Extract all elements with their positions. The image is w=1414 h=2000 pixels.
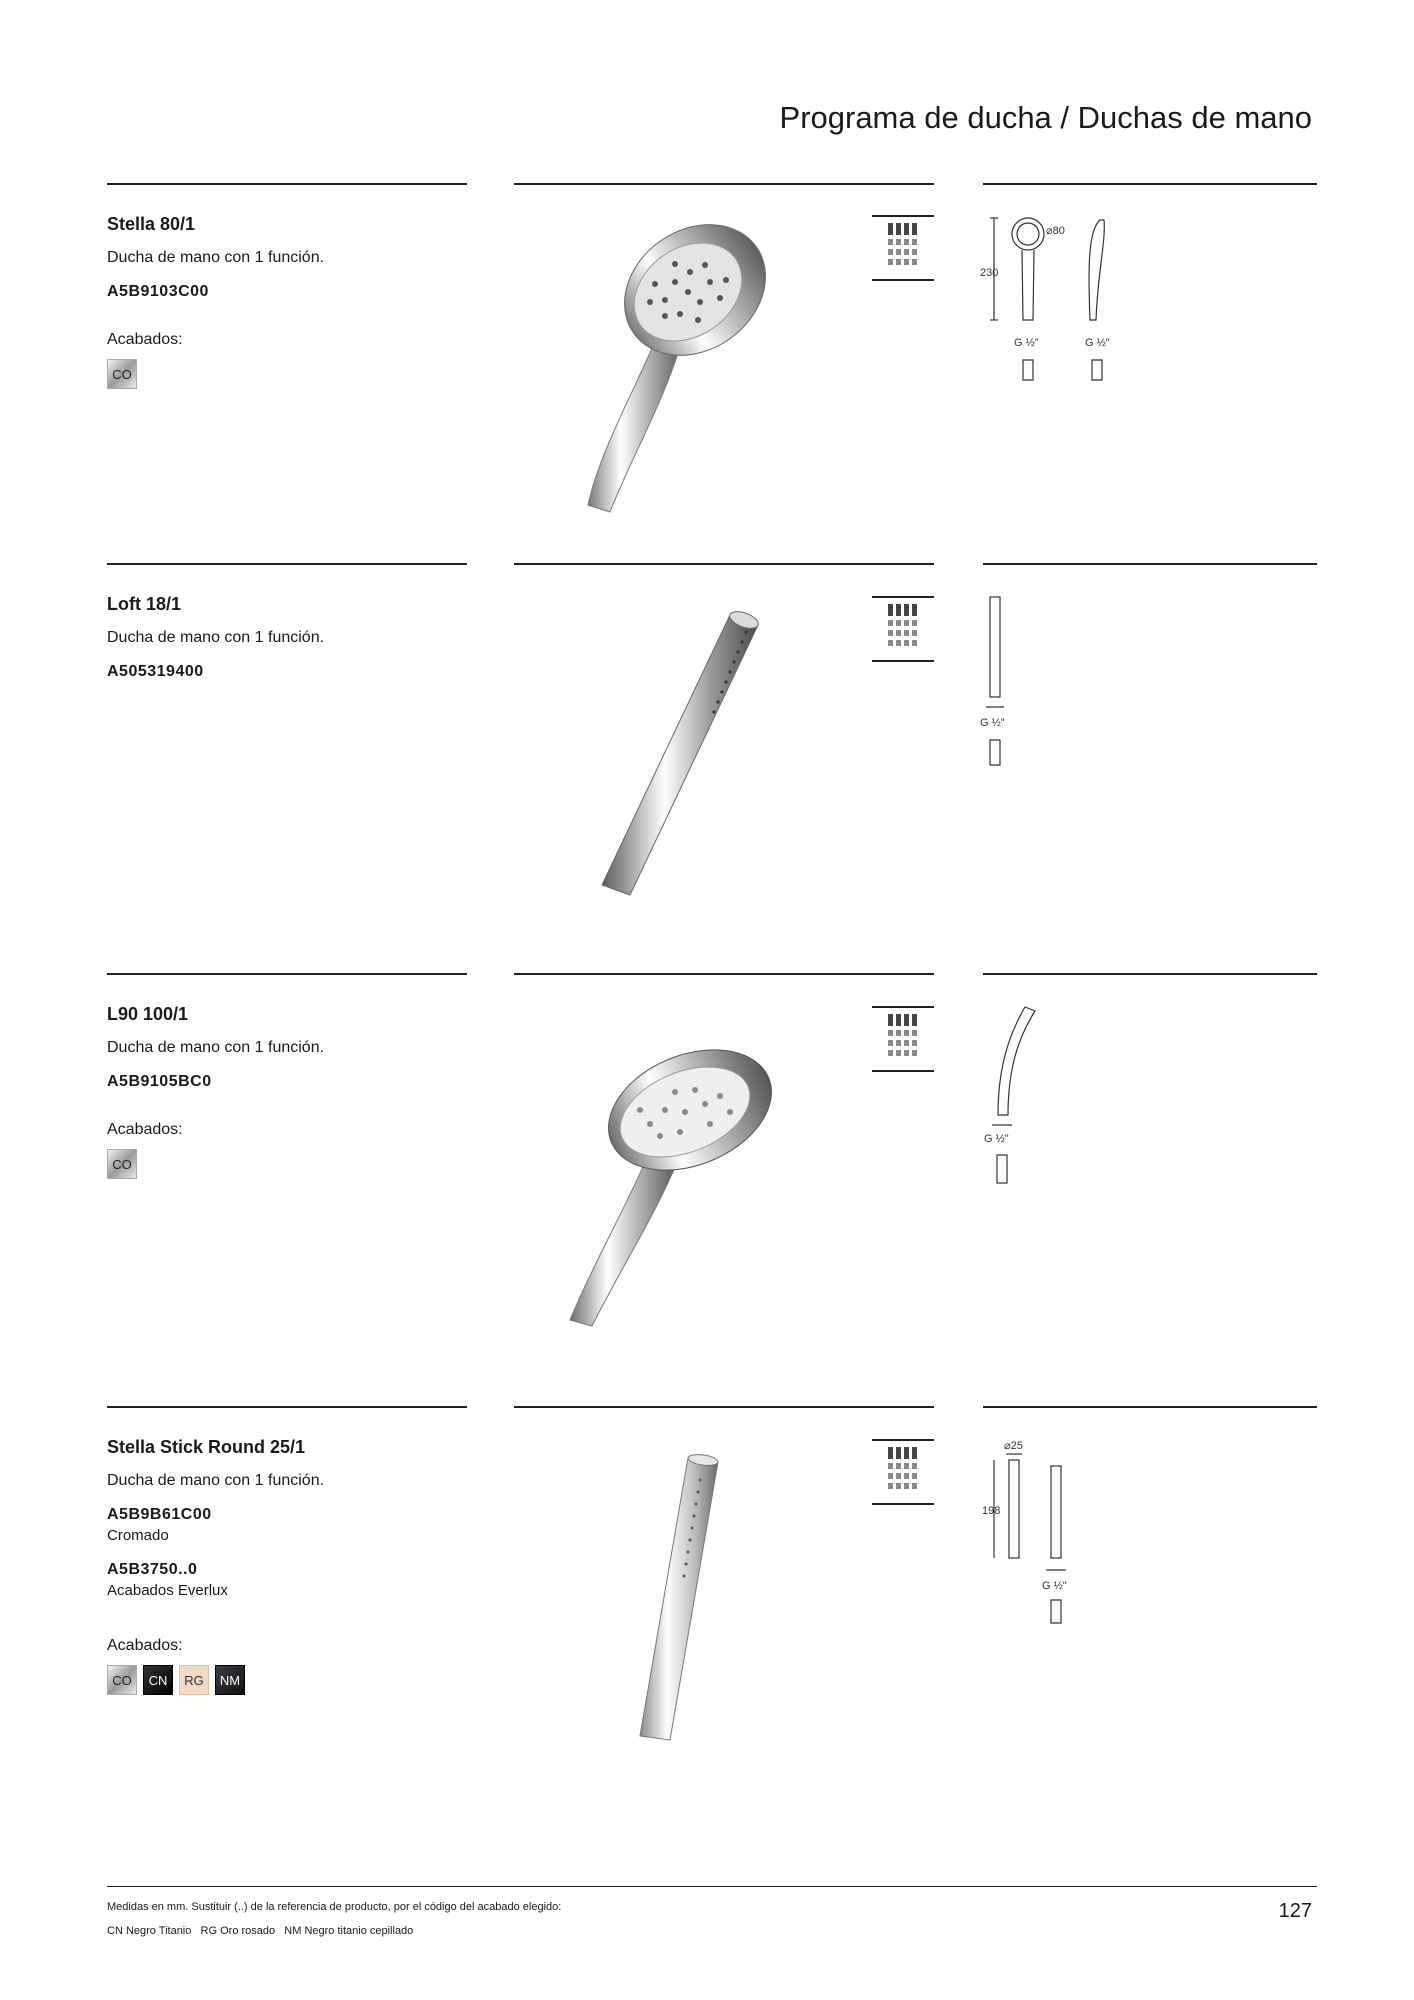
diameter-label: ⌀25	[1004, 1440, 1023, 1452]
product-name: Loft 18/1	[107, 594, 182, 614]
finish-swatches	[107, 1149, 137, 1179]
rule	[983, 973, 1317, 975]
product-code: A505319400	[107, 663, 204, 680]
finish-swatch-co: CO	[107, 359, 137, 389]
finishes-label: Acabados:	[107, 1637, 183, 1654]
footer-rule	[107, 1886, 1317, 1887]
footer-note: Medidas en mm. Sustituir (..) de la referencia de producto, por el código del acabado elegido:	[107, 1901, 562, 1913]
finish-legend: CN Negro Titanio RG Oro rosado NM Negro titanio cepillado	[107, 1925, 414, 1937]
thread-label: G ½"	[1042, 1580, 1067, 1592]
finish-swatch-nm: NM	[215, 1665, 245, 1695]
height-label: 230	[980, 267, 999, 279]
rule	[107, 563, 467, 565]
spray-function-icon	[872, 215, 934, 281]
technical-drawing-stella	[980, 210, 1140, 400]
technical-drawing-stella-stick	[980, 1438, 1080, 1628]
product-description: Ducha de mano con 1 función.	[107, 629, 325, 646]
rule	[514, 183, 934, 185]
thread-label: G ½"	[1014, 337, 1039, 349]
product-code-note: Acabados Everlux	[107, 1582, 228, 1599]
product-code: A5B3750..0	[107, 1561, 198, 1578]
thread-label: G ½"	[1085, 337, 1110, 349]
diameter-label: ⌀80	[1046, 225, 1065, 237]
finish-swatch-co: CO	[107, 1665, 137, 1695]
product-code: A5B9B61C00	[107, 1506, 212, 1523]
rule	[983, 1406, 1317, 1408]
rule	[514, 973, 934, 975]
product-code: A5B9103C00	[107, 283, 209, 300]
rule	[514, 563, 934, 565]
finish-swatch-co: CO	[107, 1149, 137, 1179]
page-title: Programa de ducha / Duchas de mano	[779, 100, 1312, 135]
finishes-label: Acabados:	[107, 331, 183, 348]
height-label: 198	[982, 1505, 1001, 1517]
technical-drawing-l90	[980, 1005, 1050, 1190]
spray-function-icon	[872, 1439, 934, 1505]
product-description: Ducha de mano con 1 función.	[107, 249, 325, 266]
rule	[107, 973, 467, 975]
rule	[107, 1406, 467, 1408]
technical-drawing-loft	[980, 595, 1040, 770]
product-code-note: Cromado	[107, 1527, 169, 1544]
product-photo-l90	[540, 1040, 800, 1330]
thread-label: G ½"	[980, 717, 1005, 729]
product-description: Ducha de mano con 1 función.	[107, 1472, 325, 1489]
thread-label: G ½"	[984, 1133, 1009, 1145]
rule	[107, 183, 467, 185]
page-number: 127	[1278, 1900, 1312, 1922]
product-photo-loft	[580, 610, 780, 905]
finish-swatches	[107, 359, 137, 389]
spray-function-icon	[872, 596, 934, 662]
product-name: L90 100/1	[107, 1004, 189, 1024]
product-name: Stella 80/1	[107, 214, 196, 234]
rule	[514, 1406, 934, 1408]
product-description: Ducha de mano con 1 función.	[107, 1039, 325, 1056]
product-photo-stella	[540, 220, 800, 520]
product-photo-stella-stick	[620, 1450, 740, 1745]
spray-function-icon	[872, 1006, 934, 1072]
finish-swatch-rg: RG	[179, 1665, 209, 1695]
product-code: A5B9105BC0	[107, 1073, 212, 1090]
finish-swatch-cn: CN	[143, 1665, 173, 1695]
rule	[983, 563, 1317, 565]
finishes-label: Acabados:	[107, 1121, 183, 1138]
product-name: Stella Stick Round 25/1	[107, 1437, 306, 1457]
rule	[983, 183, 1317, 185]
finish-swatches	[107, 1665, 245, 1695]
